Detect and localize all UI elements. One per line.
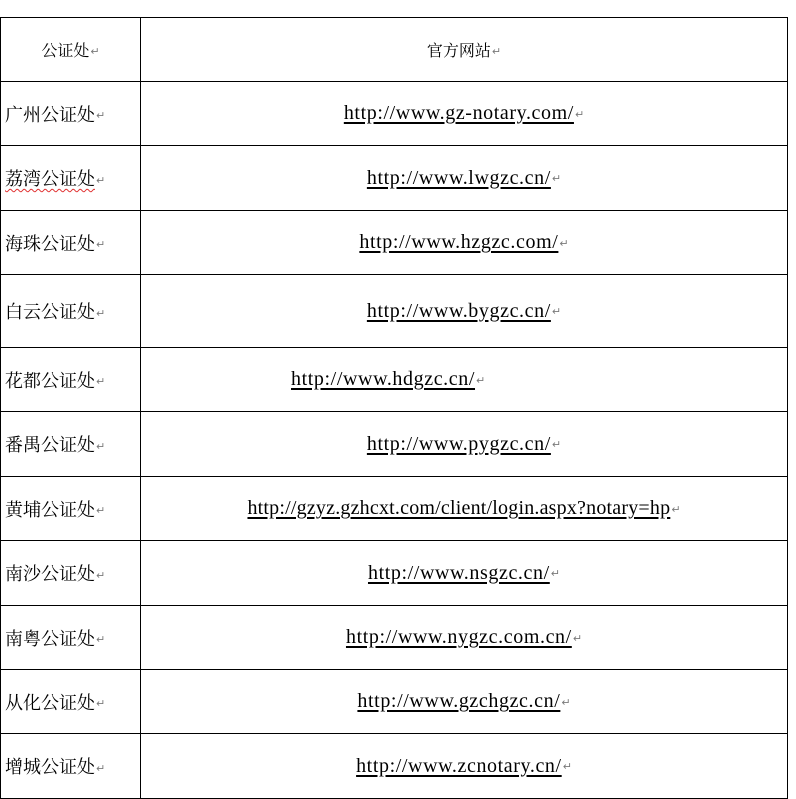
paragraph-mark-icon: ↵ — [96, 504, 106, 517]
table-row — [1, 82, 788, 146]
header-url-cell — [141, 18, 788, 82]
paragraph-mark-icon: ↵ — [96, 109, 106, 122]
paragraph-mark-icon: ↵ — [671, 502, 681, 516]
office-url-cell — [141, 606, 788, 670]
office-url-cell — [141, 541, 788, 606]
office-url-cell — [141, 348, 788, 412]
office-url-link[interactable]: http://www.zcnotary.cn/ — [356, 754, 562, 777]
office-name: 海珠公证处 — [5, 233, 95, 255]
office-name-cell — [1, 477, 141, 541]
office-name: 从化公证处 — [5, 692, 95, 714]
paragraph-mark-icon: ↵ — [561, 695, 571, 709]
office-url-cell — [141, 734, 788, 799]
table-row — [1, 211, 788, 275]
paragraph-mark-icon: ↵ — [96, 761, 106, 775]
office-url-link[interactable]: http://gzyz.gzhcxt.com/client/login.aspx?notary=hp — [247, 497, 671, 519]
paragraph-mark-icon: ↵ — [551, 438, 562, 452]
office-name-cell — [1, 211, 141, 275]
office-name: 南沙公证处 — [5, 564, 95, 585]
notary-table — [0, 17, 788, 799]
office-url-cell — [141, 82, 788, 146]
office-name: 南粤公证处 — [5, 628, 95, 650]
office-url-link[interactable]: http://www.bygzc.cn/ — [366, 299, 551, 322]
table-row — [1, 734, 788, 799]
paragraph-mark-icon: ↵ — [96, 568, 106, 582]
office-url-link[interactable]: http://www.hzgzc.com/ — [359, 231, 559, 253]
header-name-label: 公证处 — [41, 41, 90, 60]
office-url-link[interactable]: http://www.gz-notary.com/ — [343, 102, 574, 124]
office-name-cell — [1, 348, 141, 412]
office-name-cell — [1, 670, 141, 734]
office-name: 黄埔公证处 — [5, 499, 95, 521]
office-name: 白云公证处 — [5, 302, 95, 323]
office-name: 番禺公证处 — [5, 435, 95, 456]
paragraph-mark-icon: ↵ — [96, 633, 106, 646]
office-url-link[interactable]: http://www.nsgzc.cn/ — [367, 561, 550, 584]
office-name-cell — [1, 734, 141, 799]
office-url-link[interactable]: http://www.lwgzc.cn/ — [366, 166, 551, 189]
office-url-link[interactable]: http://www.gzchgzc.cn/ — [357, 690, 561, 712]
paragraph-mark-icon: ↵ — [96, 306, 106, 320]
office-url-cell — [141, 412, 788, 477]
office-url-cell — [141, 477, 788, 541]
paragraph-mark-icon: ↵ — [90, 45, 100, 58]
office-name-cell — [1, 82, 141, 146]
paragraph-mark-icon: ↵ — [476, 373, 486, 387]
paragraph-mark-icon: ↵ — [96, 375, 106, 388]
office-url-cell — [141, 275, 788, 348]
table-row — [1, 348, 788, 412]
paragraph-mark-icon: ↵ — [574, 107, 585, 121]
paragraph-mark-icon: ↵ — [96, 439, 106, 453]
office-name: 增城公证处 — [5, 757, 95, 778]
office-url-link[interactable]: http://www.nygzc.com.cn/ — [345, 626, 572, 648]
table-row — [1, 541, 788, 606]
table-header-row — [1, 18, 788, 82]
table-row — [1, 477, 788, 541]
office-url-cell — [141, 211, 788, 275]
office-name-cell — [1, 275, 141, 348]
office-name-cell — [1, 541, 141, 606]
table-row — [1, 670, 788, 734]
paragraph-mark-icon: ↵ — [551, 305, 562, 319]
paragraph-mark-icon: ↵ — [551, 172, 562, 186]
office-url-cell — [141, 670, 788, 734]
office-name: 花都公证处 — [5, 370, 95, 392]
office-name-cell — [1, 412, 141, 477]
table-row — [1, 275, 788, 348]
table-row — [1, 146, 788, 211]
paragraph-mark-icon: ↵ — [572, 631, 583, 645]
office-name-cell — [1, 606, 141, 670]
notary-table-container — [0, 17, 787, 799]
table-row — [1, 606, 788, 670]
office-name-cell — [1, 146, 141, 211]
paragraph-mark-icon: ↵ — [96, 173, 106, 187]
paragraph-mark-icon: ↵ — [562, 760, 572, 774]
paragraph-mark-icon: ↵ — [491, 45, 502, 58]
header-url-label: 官方网站 — [426, 41, 491, 60]
paragraph-mark-icon: ↵ — [550, 567, 560, 581]
table-row — [1, 412, 788, 477]
paragraph-mark-icon: ↵ — [96, 238, 106, 251]
office-url-link[interactable]: http://www.pygzc.cn/ — [366, 432, 551, 455]
office-url-cell — [141, 146, 788, 211]
office-url-link[interactable]: http://www.hdgzc.cn/ — [291, 368, 476, 390]
paragraph-mark-icon: ↵ — [96, 697, 106, 710]
paragraph-mark-icon: ↵ — [559, 236, 569, 250]
office-name: 广州公证处 — [5, 104, 95, 126]
header-name-cell — [1, 18, 141, 82]
office-name: 荔湾公证处 — [5, 169, 95, 190]
